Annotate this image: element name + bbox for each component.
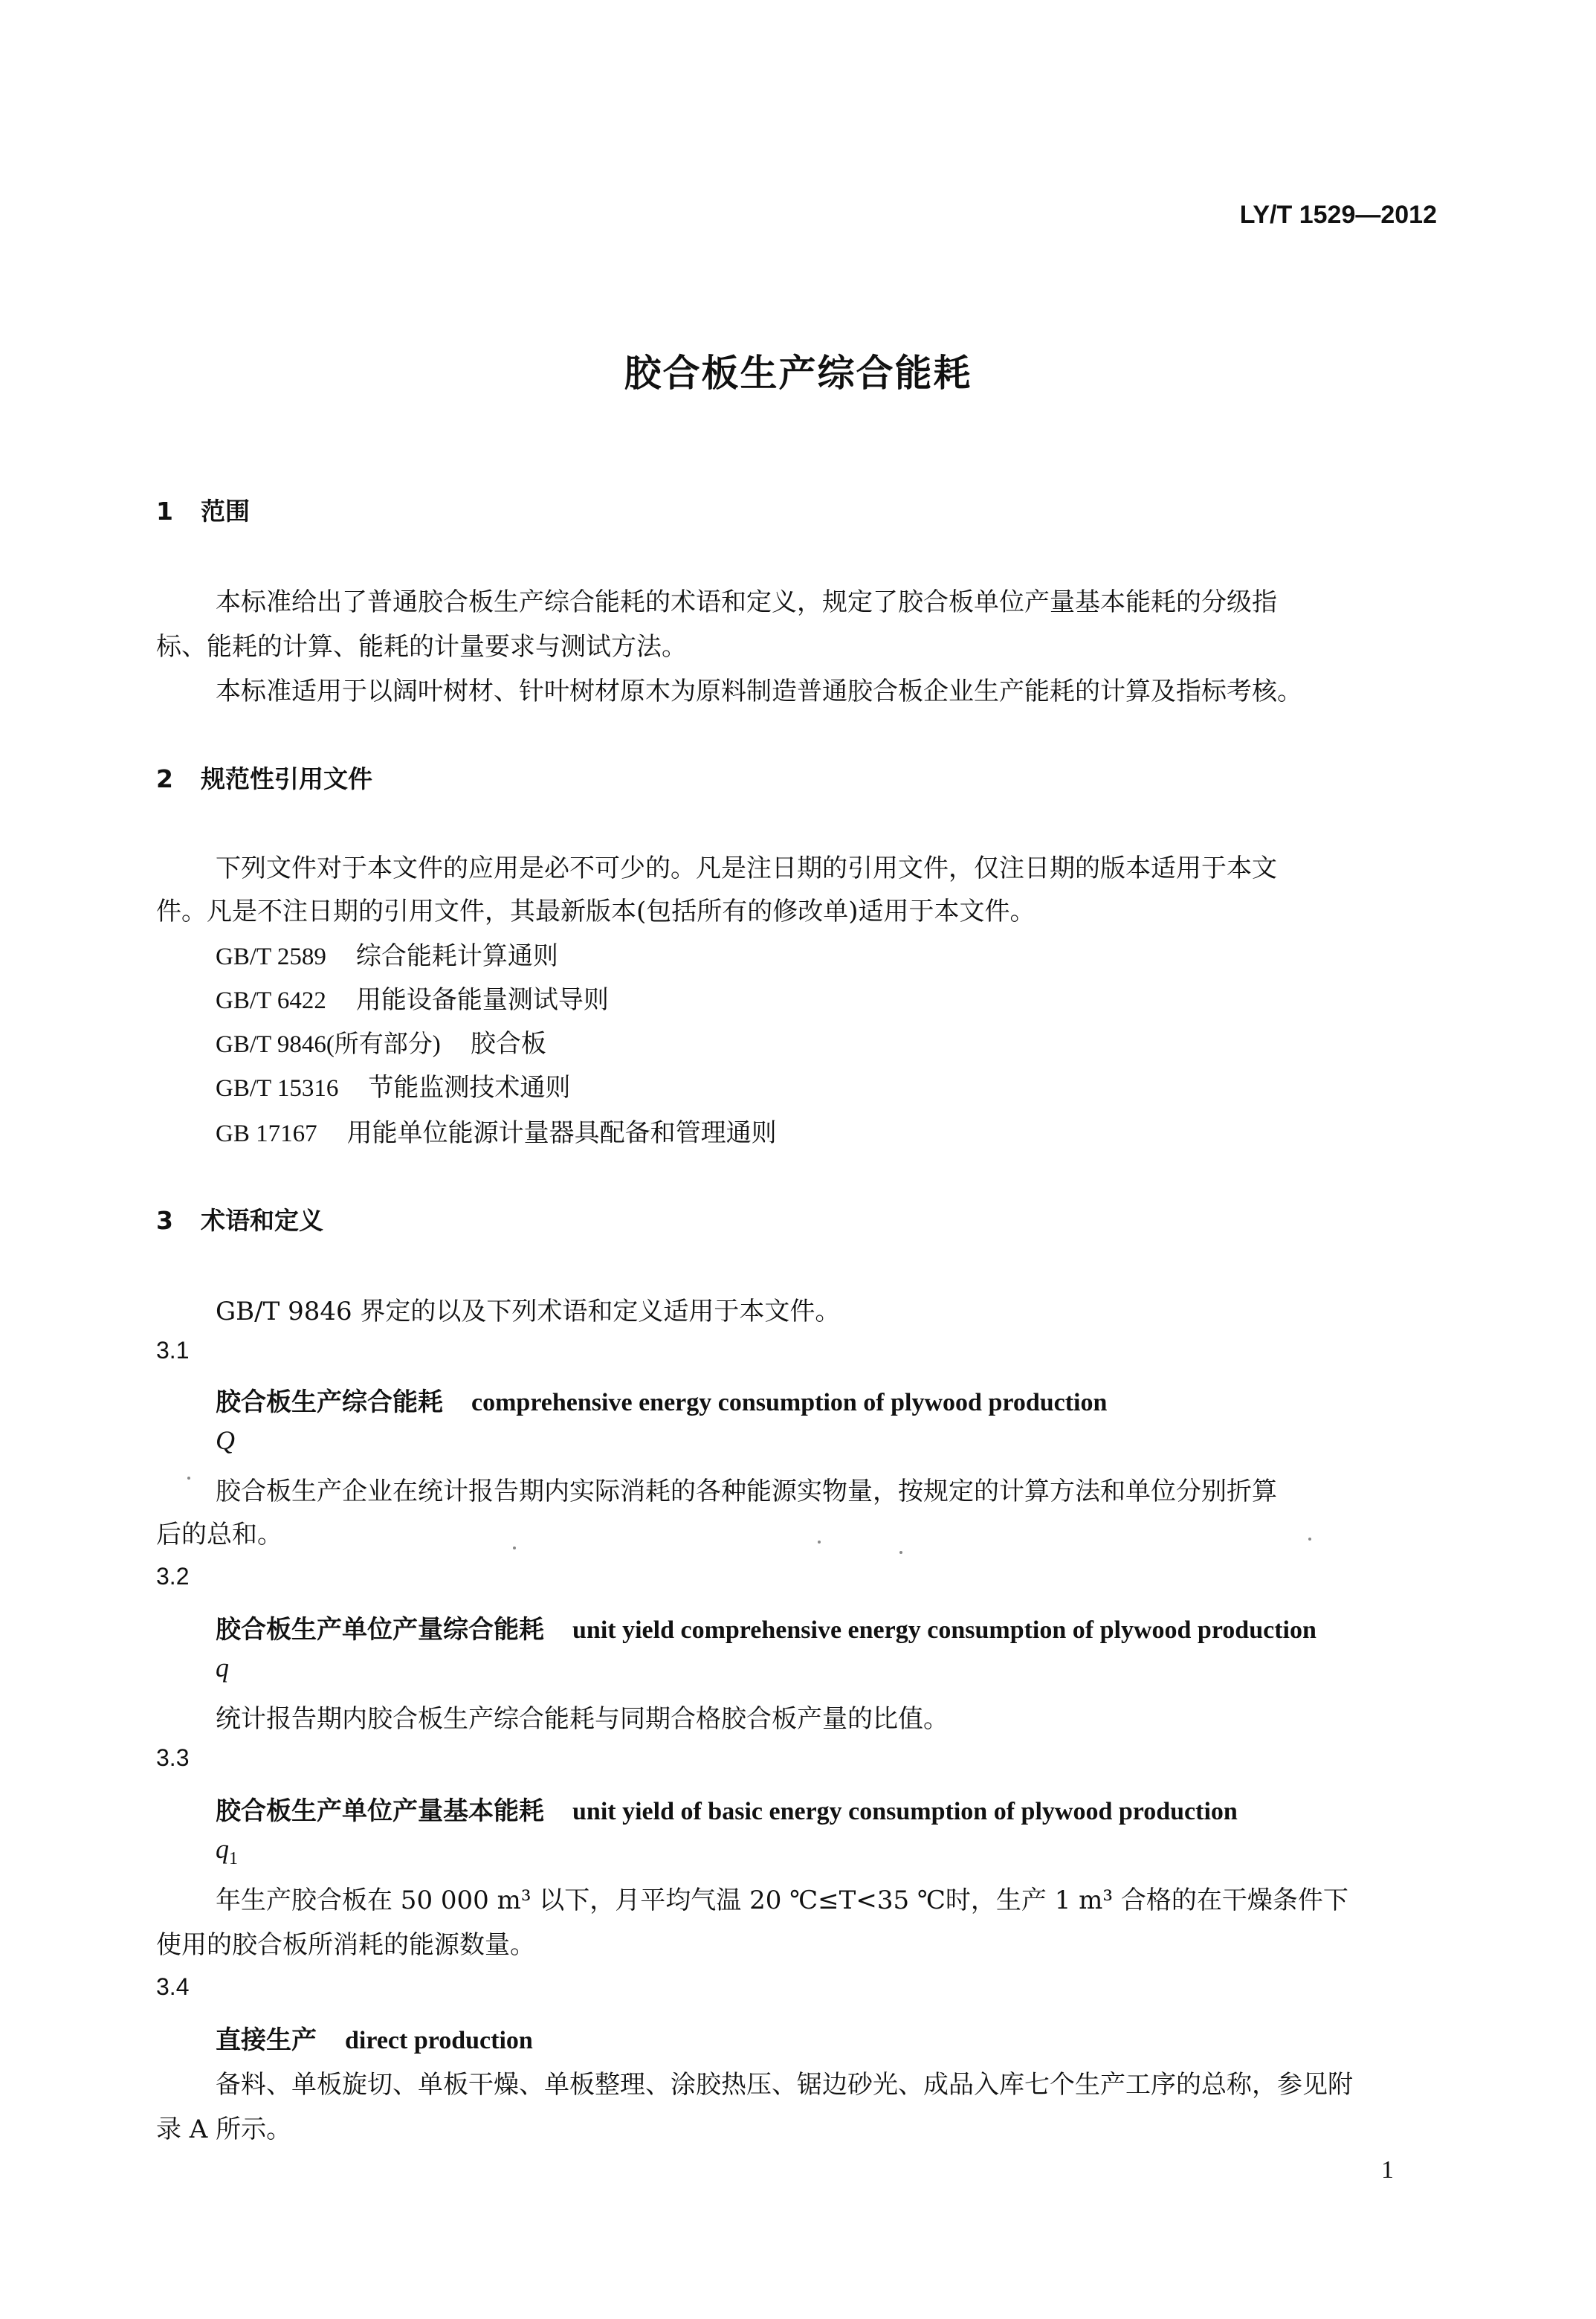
- paragraph-continuation: 件。凡是不注日期的引用文件，其最新版本(包括所有的修改单)适用于本文件。: [156, 897, 1036, 926]
- scan-speck: [513, 1546, 516, 1549]
- term-heading: [216, 2019, 533, 2056]
- term-symbol: Q: [216, 1425, 235, 1455]
- paragraph: 本标准给出了普通胶合板生产综合能耗的术语和定义，规定了胶合板单位产量基本能耗的分级指: [216, 587, 1277, 617]
- section-title: 术语和定义: [201, 1206, 323, 1235]
- page-number: 1: [1381, 2156, 1394, 2184]
- paragraph: GB/T 9846 界定的以及下列术语和定义适用于本文件。: [216, 1297, 841, 1326]
- term-heading: [216, 1609, 1316, 1645]
- term-heading: [216, 1381, 1107, 1418]
- scan-speck: [818, 1541, 821, 1544]
- paragraph: 本标准适用于以阔叶树材、针叶树材原木为原料制造普通胶合板企业生产能耗的计算及指标考核。: [216, 677, 1302, 706]
- term-en: unit yield of basic energy consumption of plywood production: [572, 1798, 1238, 1825]
- document-number: LY/T 1529—2012: [1239, 201, 1437, 229]
- clause-number: 3.2: [156, 1563, 190, 1590]
- section-number: 2: [156, 764, 173, 793]
- section-number: 3: [156, 1206, 173, 1235]
- reference-code: GB/T 2589: [216, 944, 326, 970]
- term-symbol: q: [216, 1653, 229, 1683]
- term-definition: 胶合板生产企业在统计报告期内实际消耗的各种能源实物量，按规定的计算方法和单位分别折算: [216, 1477, 1277, 1506]
- page-title: 胶合板生产综合能耗: [624, 352, 972, 395]
- reference-name: 综合能耗计算通则: [355, 941, 558, 971]
- term-en: comprehensive energy consumption of plywood production: [471, 1389, 1108, 1416]
- section-title: 范围: [201, 497, 250, 526]
- term-definition: 年生产胶合板在 50 000 m³ 以下，月平均气温 20 ℃≤T<35 ℃时，生产 1 m³ 合格的在干燥条件下: [216, 1886, 1348, 1915]
- reference-code: GB/T 6422: [216, 987, 326, 1014]
- reference-name: 胶合板: [470, 1029, 546, 1059]
- reference-name: 节能监测技术通则: [368, 1073, 571, 1103]
- paragraph: 下列文件对于本文件的应用是必不可少的。凡是注日期的引用文件，仅注日期的版本适用于本文: [216, 854, 1277, 883]
- term-zh: 胶合板生产综合能耗: [216, 1387, 443, 1417]
- term-definition-continuation: 使用的胶合板所消耗的能源数量。: [156, 1930, 535, 1960]
- term-zh: 直接生产: [216, 2025, 317, 2055]
- scan-speck: [1308, 1538, 1311, 1541]
- term-en: unit yield comprehensive energy consumption of plywood production: [572, 1616, 1316, 1644]
- section-1-heading: [156, 492, 250, 527]
- reference-code: GB/T 15316: [216, 1075, 339, 1102]
- reference-name: 用能单位能源计量器具配备和管理通则: [346, 1118, 777, 1148]
- reference-item: [216, 935, 558, 972]
- reference-item: [216, 979, 609, 1016]
- term-heading: [216, 1790, 1238, 1827]
- term-zh: 胶合板生产单位产量基本能耗: [216, 1796, 544, 1826]
- term-symbol: [216, 1833, 238, 1869]
- scan-speck: [187, 1477, 190, 1480]
- term-definition: 统计报告期内胶合板生产综合能耗与同期合格胶合板产量的比值。: [216, 1704, 949, 1734]
- term-definition-continuation: 录 A 所示。: [156, 2115, 292, 2144]
- section-title: 规范性引用文件: [201, 764, 372, 793]
- scan-speck: [899, 1551, 902, 1554]
- term-en: direct production: [345, 2027, 533, 2054]
- paragraph-continuation: 标、能耗的计算、能耗的计量要求与测试方法。: [156, 632, 687, 662]
- clause-number: 3.1: [156, 1337, 190, 1364]
- reference-code: GB 17167: [216, 1120, 317, 1147]
- section-2-heading: [156, 760, 372, 795]
- section-number: 1: [156, 497, 173, 526]
- reference-item: [216, 1112, 777, 1149]
- symbol-subscript: 1: [229, 1849, 238, 1869]
- term-zh: 胶合板生产单位产量综合能耗: [216, 1615, 544, 1645]
- clause-number: 3.4: [156, 1973, 190, 2000]
- term-definition-continuation: 后的总和。: [156, 1520, 282, 1549]
- symbol-letter: q: [216, 1834, 229, 1864]
- reference-name: 用能设备能量测试导则: [355, 985, 609, 1015]
- reference-item: [216, 1023, 546, 1059]
- clause-number: 3.3: [156, 1744, 190, 1771]
- term-definition: 备料、单板旋切、单板干燥、单板整理、涂胶热压、锯边砂光、成品入库七个生产工序的总称，参见附: [216, 2070, 1353, 2100]
- section-3-heading: [156, 1202, 323, 1236]
- reference-item: [216, 1067, 570, 1103]
- reference-code: GB/T 9846(所有部分): [216, 1031, 441, 1058]
